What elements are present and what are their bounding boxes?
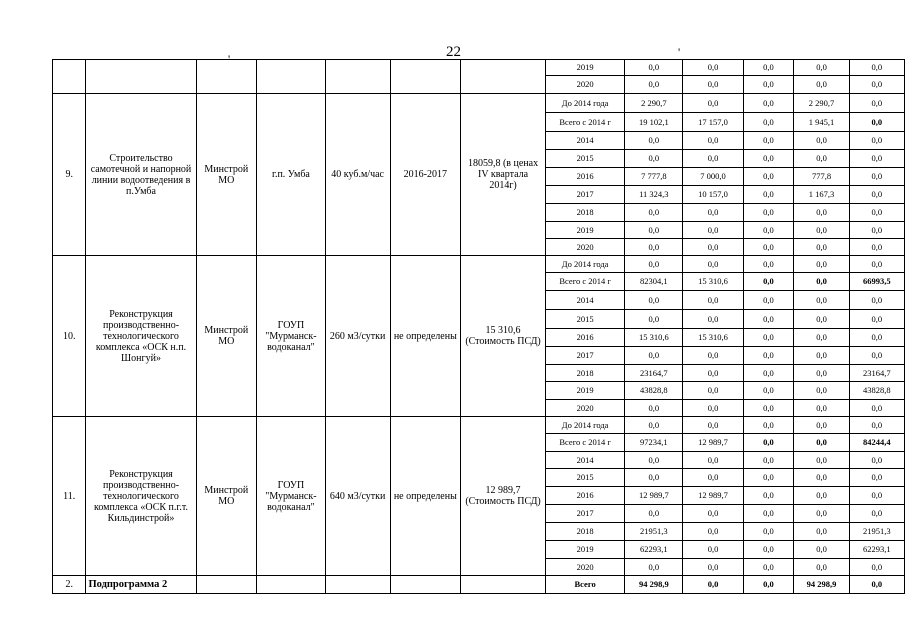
- year-cell: 2018: [546, 365, 625, 382]
- value-cell: 0,0: [683, 76, 743, 94]
- project-period: 2016-2017: [390, 94, 460, 256]
- value-cell: 0,0: [743, 576, 794, 594]
- value-cell: 0,0: [794, 222, 849, 239]
- value-cell: 82304,1: [625, 273, 683, 291]
- project-number: 9.: [53, 94, 86, 256]
- table-row: [53, 256, 905, 273]
- value-cell: 15 310,6: [683, 329, 743, 347]
- year-cell: 2017: [546, 505, 625, 523]
- value-cell: 12 989,7: [683, 487, 743, 505]
- value-cell: 0,0: [849, 452, 904, 469]
- value-cell: 0,0: [743, 382, 794, 400]
- continued-cell: [196, 60, 257, 94]
- value-cell: 7 000,0: [683, 168, 743, 186]
- value-cell: 0,0: [849, 505, 904, 523]
- value-cell: 0,0: [794, 256, 849, 273]
- value-cell: 0,0: [743, 469, 794, 487]
- value-cell: 1 167,3: [794, 186, 849, 204]
- year-cell: 2018: [546, 523, 625, 541]
- value-cell: 0,0: [849, 291, 904, 310]
- project-name: Реконструкция производственно-технологического комплекса «ОСК н.п. Шонгуй»: [86, 256, 196, 417]
- value-cell: 0,0: [683, 222, 743, 239]
- year-cell: Всего: [546, 576, 625, 594]
- value-cell: 0,0: [794, 204, 849, 222]
- project-customer: Минстрой МО: [196, 417, 257, 576]
- value-cell: 0,0: [743, 329, 794, 347]
- year-cell: 2014: [546, 291, 625, 310]
- year-cell: 2016: [546, 487, 625, 505]
- continued-cell: [53, 60, 86, 94]
- empty-cell: [461, 576, 546, 594]
- value-cell: 23164,7: [849, 365, 904, 382]
- value-cell: 19 102,1: [625, 113, 683, 132]
- value-cell: 0,0: [849, 400, 904, 417]
- value-cell: 0,0: [743, 559, 794, 576]
- value-cell: 0,0: [794, 76, 849, 94]
- project-cost: 15 310,6 (Стоимость ПСД): [461, 256, 546, 417]
- project-number: 11.: [53, 417, 86, 576]
- value-cell: 12 989,7: [683, 434, 743, 452]
- value-cell: 84244,4: [849, 434, 904, 452]
- value-cell: 0,0: [625, 204, 683, 222]
- value-cell: 0,0: [743, 417, 794, 434]
- value-cell: 0,0: [625, 559, 683, 576]
- project-customer: Минстрой МО: [196, 94, 257, 256]
- subprogram-row: [53, 576, 905, 594]
- year-cell: Всего с 2014 г: [546, 113, 625, 132]
- value-cell: 21951,3: [625, 523, 683, 541]
- value-cell: 0,0: [683, 382, 743, 400]
- value-cell: 0,0: [794, 541, 849, 559]
- value-cell: 0,0: [849, 132, 904, 150]
- value-cell: 12 989,7: [625, 487, 683, 505]
- value-cell: 0,0: [743, 239, 794, 256]
- subprogram-name: Подпрограмма 2: [86, 576, 196, 594]
- value-cell: 0,0: [849, 559, 904, 576]
- continued-cell: [86, 60, 196, 94]
- value-cell: 0,0: [625, 347, 683, 365]
- table-row: [53, 60, 905, 76]
- value-cell: 0,0: [683, 452, 743, 469]
- value-cell: 0,0: [849, 469, 904, 487]
- value-cell: 0,0: [683, 523, 743, 541]
- year-cell: До 2014 года: [546, 256, 625, 273]
- continued-cell: [257, 60, 326, 94]
- value-cell: 0,0: [849, 76, 904, 94]
- value-cell: 0,0: [625, 239, 683, 256]
- year-cell: 2015: [546, 150, 625, 168]
- value-cell: 0,0: [849, 239, 904, 256]
- value-cell: 43828,8: [625, 382, 683, 400]
- year-cell: 2016: [546, 168, 625, 186]
- value-cell: 0,0: [743, 365, 794, 382]
- value-cell: 0,0: [743, 150, 794, 168]
- value-cell: 94 298,9: [625, 576, 683, 594]
- value-cell: 0,0: [625, 452, 683, 469]
- investment-table: [52, 59, 905, 594]
- value-cell: 0,0: [794, 559, 849, 576]
- year-cell: 2019: [546, 222, 625, 239]
- empty-cell: [390, 576, 460, 594]
- value-cell: 0,0: [683, 505, 743, 523]
- year-cell: 2020: [546, 400, 625, 417]
- project-location: г.п. Умба: [257, 94, 326, 256]
- value-cell: 0,0: [794, 150, 849, 168]
- value-cell: 21951,3: [849, 523, 904, 541]
- value-cell: 23164,7: [625, 365, 683, 382]
- value-cell: 0,0: [683, 150, 743, 168]
- value-cell: 0,0: [794, 400, 849, 417]
- value-cell: 0,0: [743, 60, 794, 76]
- value-cell: 0,0: [849, 60, 904, 76]
- project-cost: 12 989,7 (Стоимость ПСД): [461, 417, 546, 576]
- value-cell: 0,0: [849, 417, 904, 434]
- value-cell: 15 310,6: [625, 329, 683, 347]
- project-number: 10.: [53, 256, 86, 417]
- value-cell: 0,0: [625, 291, 683, 310]
- value-cell: 0,0: [625, 400, 683, 417]
- value-cell: 0,0: [743, 523, 794, 541]
- value-cell: 17 157,0: [683, 113, 743, 132]
- value-cell: 0,0: [683, 310, 743, 329]
- value-cell: 0,0: [794, 417, 849, 434]
- empty-cell: [196, 576, 257, 594]
- value-cell: 11 324,3: [625, 186, 683, 204]
- value-cell: 0,0: [743, 400, 794, 417]
- value-cell: 0,0: [625, 150, 683, 168]
- value-cell: 0,0: [625, 60, 683, 76]
- value-cell: 2 290,7: [625, 94, 683, 113]
- value-cell: 0,0: [849, 487, 904, 505]
- value-cell: 0,0: [683, 94, 743, 113]
- value-cell: 0,0: [743, 452, 794, 469]
- value-cell: 0,0: [683, 132, 743, 150]
- value-cell: 0,0: [849, 256, 904, 273]
- year-cell: Всего с 2014 г: [546, 434, 625, 452]
- value-cell: 0,0: [849, 113, 904, 132]
- value-cell: 0,0: [625, 132, 683, 150]
- value-cell: 0,0: [794, 239, 849, 256]
- value-cell: 0,0: [794, 365, 849, 382]
- value-cell: 0,0: [625, 76, 683, 94]
- value-cell: 0,0: [849, 186, 904, 204]
- empty-cell: [257, 576, 326, 594]
- project-period: не определены: [390, 256, 460, 417]
- table-row: [53, 417, 905, 434]
- value-cell: 15 310,6: [683, 273, 743, 291]
- continued-cell: [325, 60, 390, 94]
- value-cell: 0,0: [794, 382, 849, 400]
- year-cell: 2017: [546, 186, 625, 204]
- value-cell: 0,0: [849, 94, 904, 113]
- value-cell: 0,0: [849, 347, 904, 365]
- value-cell: 0,0: [794, 487, 849, 505]
- value-cell: 0,0: [849, 222, 904, 239]
- value-cell: 0,0: [683, 204, 743, 222]
- subprogram-number: 2.: [53, 576, 86, 594]
- value-cell: 0,0: [743, 222, 794, 239]
- value-cell: 0,0: [794, 329, 849, 347]
- value-cell: 97234,1: [625, 434, 683, 452]
- value-cell: 0,0: [683, 559, 743, 576]
- value-cell: 62293,1: [625, 541, 683, 559]
- value-cell: 0,0: [743, 132, 794, 150]
- empty-cell: [325, 576, 390, 594]
- value-cell: 0,0: [743, 273, 794, 291]
- value-cell: 0,0: [683, 239, 743, 256]
- project-capacity: 40 куб.м/час: [325, 94, 390, 256]
- project-period: не определены: [390, 417, 460, 576]
- project-name: Строительство самотечной и напорной линии водоотведения в п.Умба: [86, 94, 196, 256]
- year-cell: 2020: [546, 239, 625, 256]
- value-cell: 0,0: [743, 256, 794, 273]
- project-customer: Минстрой МО: [196, 256, 257, 417]
- value-cell: 0,0: [794, 273, 849, 291]
- value-cell: 0,0: [849, 310, 904, 329]
- value-cell: 0,0: [625, 310, 683, 329]
- year-cell: 2020: [546, 559, 625, 576]
- value-cell: 1 945,1: [794, 113, 849, 132]
- value-cell: 0,0: [849, 168, 904, 186]
- value-cell: 0,0: [683, 469, 743, 487]
- value-cell: 0,0: [794, 505, 849, 523]
- value-cell: 0,0: [743, 505, 794, 523]
- value-cell: 0,0: [743, 113, 794, 132]
- value-cell: 0,0: [625, 469, 683, 487]
- value-cell: 62293,1: [849, 541, 904, 559]
- scan-mark: ': [228, 52, 231, 66]
- value-cell: 0,0: [849, 329, 904, 347]
- value-cell: 0,0: [743, 76, 794, 94]
- continued-cell: [390, 60, 460, 94]
- value-cell: 0,0: [794, 469, 849, 487]
- value-cell: 0,0: [683, 256, 743, 273]
- year-cell: 2019: [546, 382, 625, 400]
- value-cell: 777,8: [794, 168, 849, 186]
- value-cell: 0,0: [849, 576, 904, 594]
- value-cell: 0,0: [743, 168, 794, 186]
- value-cell: 0,0: [743, 487, 794, 505]
- year-cell: 2020: [546, 76, 625, 94]
- value-cell: 0,0: [794, 523, 849, 541]
- year-cell: 2015: [546, 310, 625, 329]
- year-cell: До 2014 года: [546, 94, 625, 113]
- year-cell: 2014: [546, 132, 625, 150]
- value-cell: 0,0: [625, 222, 683, 239]
- value-cell: 0,0: [683, 60, 743, 76]
- value-cell: 0,0: [625, 505, 683, 523]
- value-cell: 0,0: [743, 94, 794, 113]
- project-capacity: 640 м3/сутки: [325, 417, 390, 576]
- value-cell: 0,0: [683, 400, 743, 417]
- year-cell: 2015: [546, 469, 625, 487]
- value-cell: 0,0: [743, 434, 794, 452]
- value-cell: 66993,5: [849, 273, 904, 291]
- value-cell: 0,0: [683, 417, 743, 434]
- year-cell: Всего с 2014 г: [546, 273, 625, 291]
- value-cell: 0,0: [683, 541, 743, 559]
- year-cell: 2016: [546, 329, 625, 347]
- value-cell: 0,0: [683, 576, 743, 594]
- project-name: Реконструкция производственно-технологического комплекса «ОСК п.г.т. Кильдинстрой»: [86, 417, 196, 576]
- value-cell: 0,0: [794, 452, 849, 469]
- value-cell: 0,0: [743, 541, 794, 559]
- value-cell: 0,0: [625, 417, 683, 434]
- value-cell: 94 298,9: [794, 576, 849, 594]
- table-row: [53, 94, 905, 113]
- value-cell: 7 777,8: [625, 168, 683, 186]
- value-cell: 0,0: [743, 347, 794, 365]
- value-cell: 0,0: [743, 186, 794, 204]
- value-cell: 0,0: [849, 204, 904, 222]
- project-location: ГОУП "Мурманск-водоканал": [257, 417, 326, 576]
- value-cell: 0,0: [743, 291, 794, 310]
- value-cell: 0,0: [743, 204, 794, 222]
- project-cost: 18059,8 (в ценах IV квартала 2014г): [461, 94, 546, 256]
- value-cell: 0,0: [794, 310, 849, 329]
- project-location: ГОУП "Мурманск-водоканал": [257, 256, 326, 417]
- value-cell: 0,0: [683, 291, 743, 310]
- value-cell: 0,0: [683, 365, 743, 382]
- year-cell: 2014: [546, 452, 625, 469]
- year-cell: 2017: [546, 347, 625, 365]
- value-cell: 10 157,0: [683, 186, 743, 204]
- value-cell: 0,0: [794, 434, 849, 452]
- value-cell: 0,0: [625, 256, 683, 273]
- scan-mark: ': [678, 45, 681, 59]
- project-capacity: 260 м3/сутки: [325, 256, 390, 417]
- page-number: 22: [446, 44, 461, 60]
- value-cell: 0,0: [743, 310, 794, 329]
- value-cell: 0,0: [794, 132, 849, 150]
- year-cell: 2018: [546, 204, 625, 222]
- year-cell: 2019: [546, 60, 625, 76]
- value-cell: 2 290,7: [794, 94, 849, 113]
- value-cell: 0,0: [794, 60, 849, 76]
- value-cell: 0,0: [794, 291, 849, 310]
- continued-cell: [461, 60, 546, 94]
- value-cell: 43828,8: [849, 382, 904, 400]
- value-cell: 0,0: [794, 347, 849, 365]
- year-cell: До 2014 года: [546, 417, 625, 434]
- year-cell: 2019: [546, 541, 625, 559]
- value-cell: 0,0: [683, 347, 743, 365]
- value-cell: 0,0: [849, 150, 904, 168]
